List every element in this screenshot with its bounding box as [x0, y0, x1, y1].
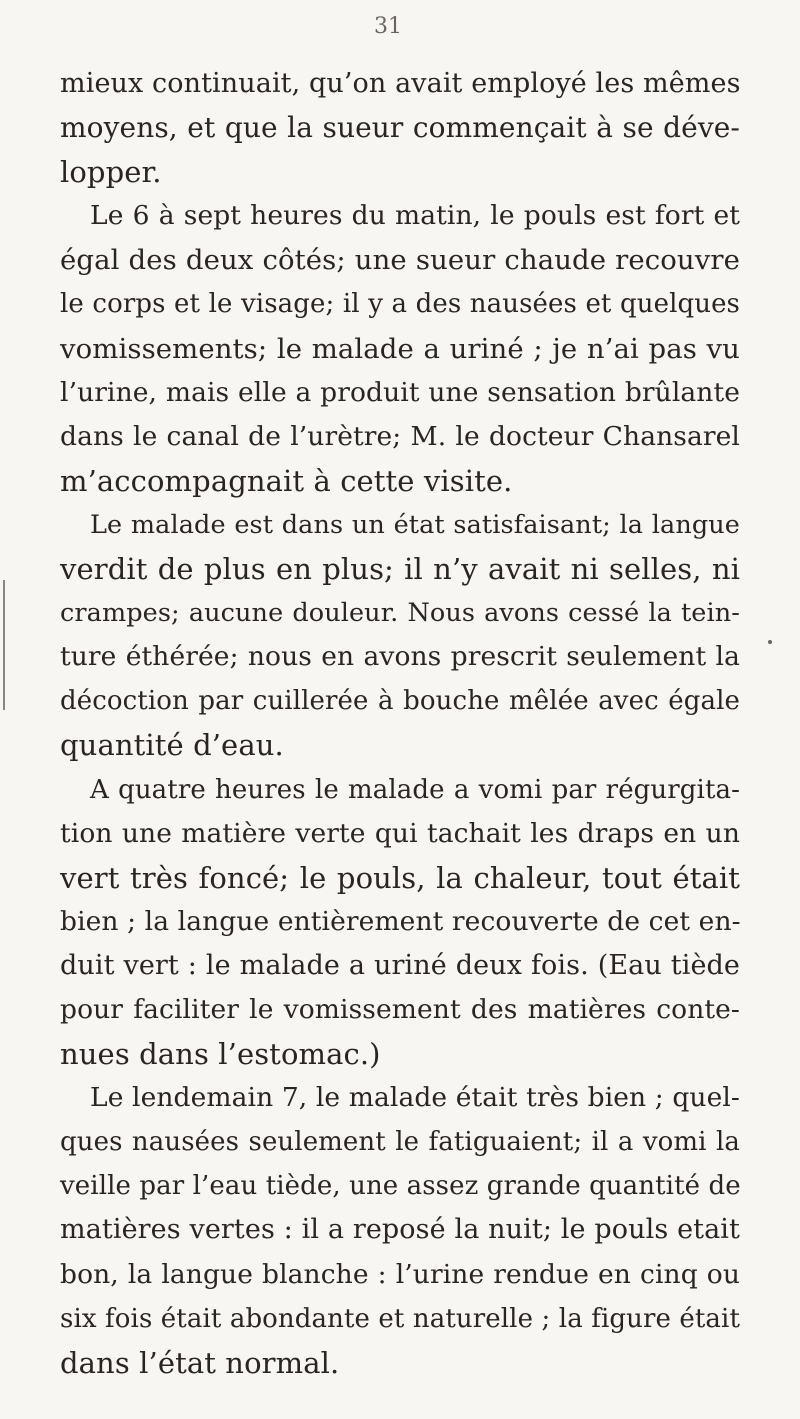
text-line: dans l’état normal.	[60, 1345, 340, 1380]
text-line: veille par l’eau tiède, une assez grande quantité de	[60, 1171, 741, 1202]
text-line: égal des deux côtés; une sueur chaude recouvre	[60, 244, 740, 277]
text-line: mieux continuait, qu’on avait employé les mêmes	[60, 68, 741, 99]
text-line: crampes; aucune douleur. Nous avons cessé la tein-	[60, 598, 740, 629]
text-line: bien ; la langue entièrement recouverte de cet en-	[60, 905, 741, 937]
margin-rule	[3, 580, 5, 710]
body-text	[60, 62, 740, 1385]
text-line: bon, la langue blanche : l’urine rendue en cinq ou	[60, 1258, 740, 1290]
text-line: l’urine, mais elle a produit une sensation brûlante	[60, 376, 740, 408]
text-line: tion une matière verte qui tachait les draps en un	[60, 817, 740, 849]
paragraph-start-line: A quatre heures le malade a vomi par régurgita-	[90, 774, 740, 805]
text-line: quantité d’eau.	[60, 728, 284, 763]
text-line: lopper.	[60, 155, 162, 190]
text-line: six fois était abondante et naturelle ; la figure était	[60, 1303, 740, 1334]
text-line: nues dans l’estomac.)	[60, 1037, 381, 1072]
text-line: ture éthérée; nous en avons prescrit seulement la	[60, 641, 740, 673]
text-line: verdit de plus en plus; il n’y avait ni selles, ni	[60, 552, 740, 587]
text-line: ques nausées seulement le fatiguaient; il a vomi la	[60, 1127, 740, 1158]
text-line: le corps et le visage; il y a des nausées et quelques	[60, 289, 740, 320]
paragraph-start-line: Le malade est dans un état satisfaisant; la langue	[90, 509, 740, 540]
page-number: 31	[374, 14, 402, 39]
text-line: décoction par cuillerée à bouche mêlée avec égale	[60, 686, 740, 717]
paragraph-start-line: Le lendemain 7, le malade était très bien ; quel-	[90, 1082, 740, 1114]
text-line: pour faciliter le vomissement des matières conte-	[60, 993, 740, 1025]
text-line: moyens, et que la sueur commençait à se déve-	[60, 111, 740, 145]
margin-mark	[768, 640, 772, 644]
text-line: m’accompagnait à cette visite.	[60, 463, 513, 498]
text-line: duit vert : le malade a uriné deux fois. (Eau tiède	[60, 949, 740, 981]
text-line: vert très foncé; le pouls, la chaleur, tout était	[60, 860, 740, 895]
text-line: dans le canal de l’urètre; M. le docteur Chansarel	[60, 420, 740, 452]
text-line: matières vertes : il a reposé la nuit; le pouls etait	[60, 1214, 740, 1246]
paragraph-start-line: Le 6 à sept heures du matin, le pouls est fort et	[90, 200, 740, 232]
text-line: vomissements; le malade a uriné ; je n’ai pas vu	[60, 332, 740, 365]
